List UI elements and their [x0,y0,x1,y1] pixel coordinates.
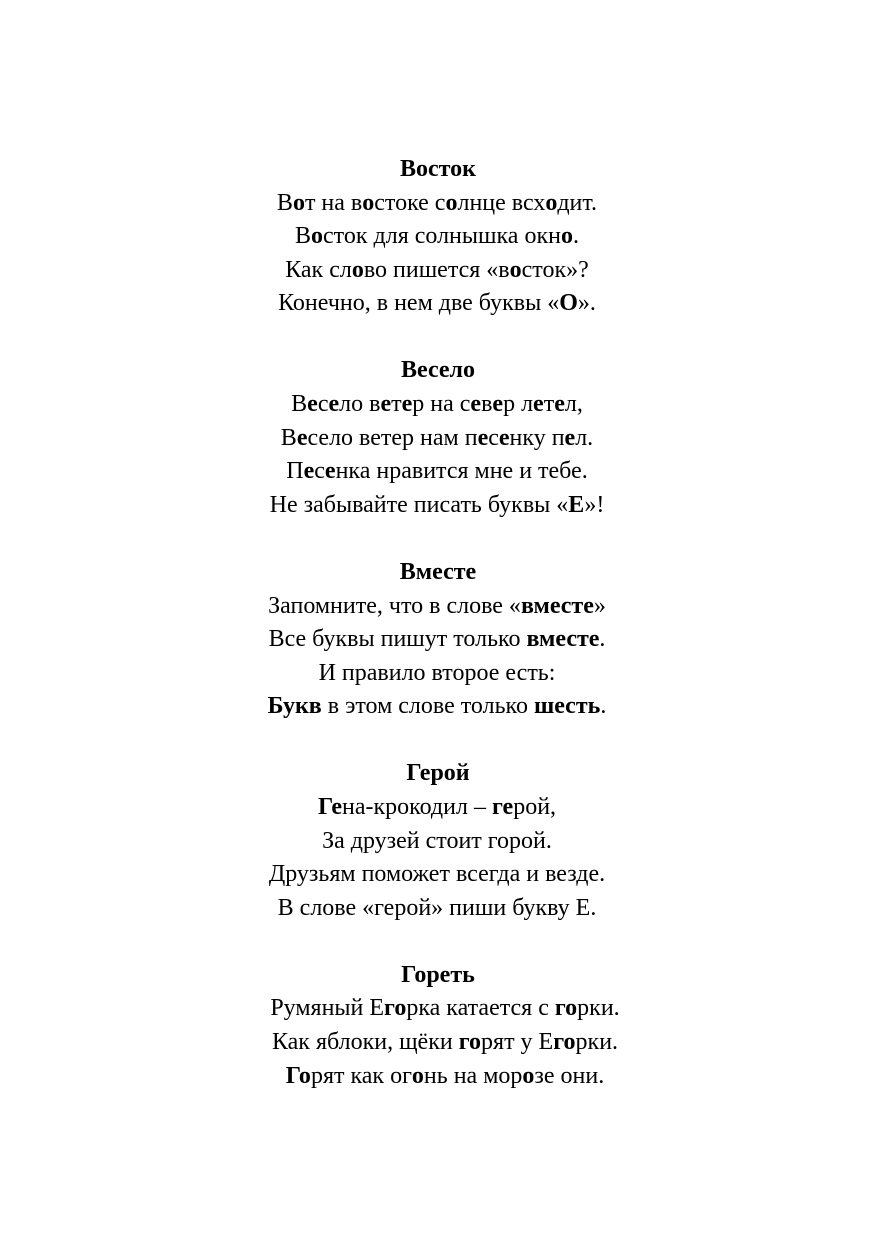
line-text: »! [584,491,605,518]
emphasized-letters: Букв [267,693,322,720]
emphasized-letters: е [470,391,482,418]
line-text: Как яблоки, щёки [271,1029,459,1056]
emphasized-letters: о [351,256,364,283]
line-text: дит. [557,189,598,216]
emphasized-letters: го [458,1029,482,1056]
poem-goret [0,959,874,1093]
poem-line [0,187,874,221]
emphasized-letters: ге [491,794,514,820]
line-text: . [572,223,579,250]
line-text: Румяный Е [270,995,385,1022]
poem-line [0,858,874,892]
emphasized-letters: о [545,189,558,216]
document-page [0,153,874,1127]
line-text: ло в [339,391,381,418]
line-text: нку п [509,424,565,451]
line-text: л, [564,391,583,418]
emphasized-letters: е [533,391,544,418]
emphasized-letters: е [307,391,318,418]
line-text: с [317,391,329,418]
line-text: рой, [513,794,557,820]
line-text: Запомните, что в слове « [268,592,521,619]
line-text: село ветер нам п [307,424,478,451]
emphasized-letters: о [411,1062,424,1089]
line-text: рки. [575,1029,619,1056]
poem-line [0,590,874,624]
poem-lines [0,992,874,1093]
emphasized-letters: е [477,424,489,451]
poem-geroy [0,757,874,925]
line-text: р л [503,391,534,418]
emphasized-letters: го [384,995,407,1022]
emphasized-letters: о [362,189,375,216]
line-text: Не забывайте писать буквы « [269,491,569,518]
line-text: И правило второе есть: [318,659,556,686]
poem-line [0,489,874,523]
emphasized-letters: шесть [533,693,601,720]
line-text: в этом слове только [321,693,534,720]
line-text: стоке с [374,189,446,216]
emphasized-letters: е [303,458,315,485]
line-text: т [543,391,555,418]
emphasized-letters: е [380,391,392,418]
emphasized-letters: о [560,223,573,250]
emphasized-letters: го [554,995,578,1022]
line-text: В [280,424,297,451]
emphasized-letters: го [553,1029,576,1056]
poem-line [0,825,874,859]
emphasized-letters: Го [285,1062,311,1089]
poem-title: Вместе [399,558,477,585]
line-text: рка катается с [406,995,555,1022]
poem-line [0,254,874,288]
poem-vmeste [0,556,874,724]
line-text: л. [575,424,594,451]
line-text: зе они. [534,1062,605,1089]
poem-line [0,791,874,825]
line-text: лнце всх [457,189,546,216]
line-text: Друзьям поможет всегда и везде. [268,861,606,888]
line-text: на-крокодил – [342,794,492,820]
poem-line [0,892,874,926]
line-text: П [286,458,304,485]
line-text: нь на мор [423,1062,523,1089]
line-text: За друзей стоит горой. [322,827,552,854]
poem-line [0,623,874,657]
line-text: В [276,189,293,216]
emphasized-letters: е [401,391,413,418]
poem-vostok [0,153,874,321]
poem-line [8,1026,874,1060]
emphasized-letters: е [492,391,504,418]
line-text: рят у Е [481,1029,554,1056]
poem-line [0,220,874,254]
poem-title: Весело [400,357,475,384]
line-text: Конечно, в нем две буквы « [278,290,560,317]
line-text: нка нравится мне и тебе. [335,458,588,485]
poem-lines [0,388,874,522]
poem-line [0,455,874,489]
line-text: » [593,592,606,619]
poem-line [0,422,874,456]
line-text: В [295,223,312,250]
poem-line [0,690,874,724]
emphasized-letters: е [554,391,565,418]
line-text: во пишется «в [363,256,510,283]
poem-line [8,1060,874,1094]
line-text: сток»? [521,256,589,283]
emphasized-letters: Ге [317,794,343,820]
poem-title: Герой [406,760,470,787]
poem-veselo [0,354,874,522]
poem-title: Гореть [401,961,475,988]
line-text: т на в [304,189,363,216]
line-text: ». [577,290,596,317]
poem-lines [0,590,874,724]
emphasized-letters: Е [568,491,585,518]
line-text: с [314,458,325,485]
poem-title: Восток [400,156,476,182]
line-text: рят как ог [310,1062,412,1089]
emphasized-letters: о [509,256,522,283]
emphasized-letters: о [292,189,305,216]
emphasized-letters: е [296,424,308,451]
emphasized-letters: е [324,458,336,485]
line-text: . [599,626,606,653]
line-text: В [291,391,308,418]
line-text: р на с [412,391,471,418]
line-text: Как сл [285,256,352,283]
emphasized-letters: вместе [520,592,594,619]
emphasized-letters: о [311,223,324,250]
emphasized-letters: е [328,391,340,418]
emphasized-letters: о [445,189,458,216]
emphasized-letters: вместе [526,626,600,653]
emphasized-letters: О [559,290,578,317]
line-text: т [391,391,402,418]
poem-line [0,388,874,422]
emphasized-letters: е [498,424,510,451]
emphasized-letters: е [564,424,576,451]
poem-lines [0,187,874,321]
line-text: рки. [577,995,620,1022]
poem-line [0,657,874,691]
line-text: в [481,391,493,418]
poem-line [8,992,874,1026]
poem-line [0,287,874,321]
emphasized-letters: о [522,1062,535,1089]
line-text: с [488,424,499,451]
line-text: . [600,693,607,720]
line-text: сток для солнышка окн [323,223,561,250]
poem-lines [0,791,874,925]
line-text: В слове «герой» пиши букву Е. [277,894,597,921]
line-text: Все буквы пишут только [268,626,527,653]
